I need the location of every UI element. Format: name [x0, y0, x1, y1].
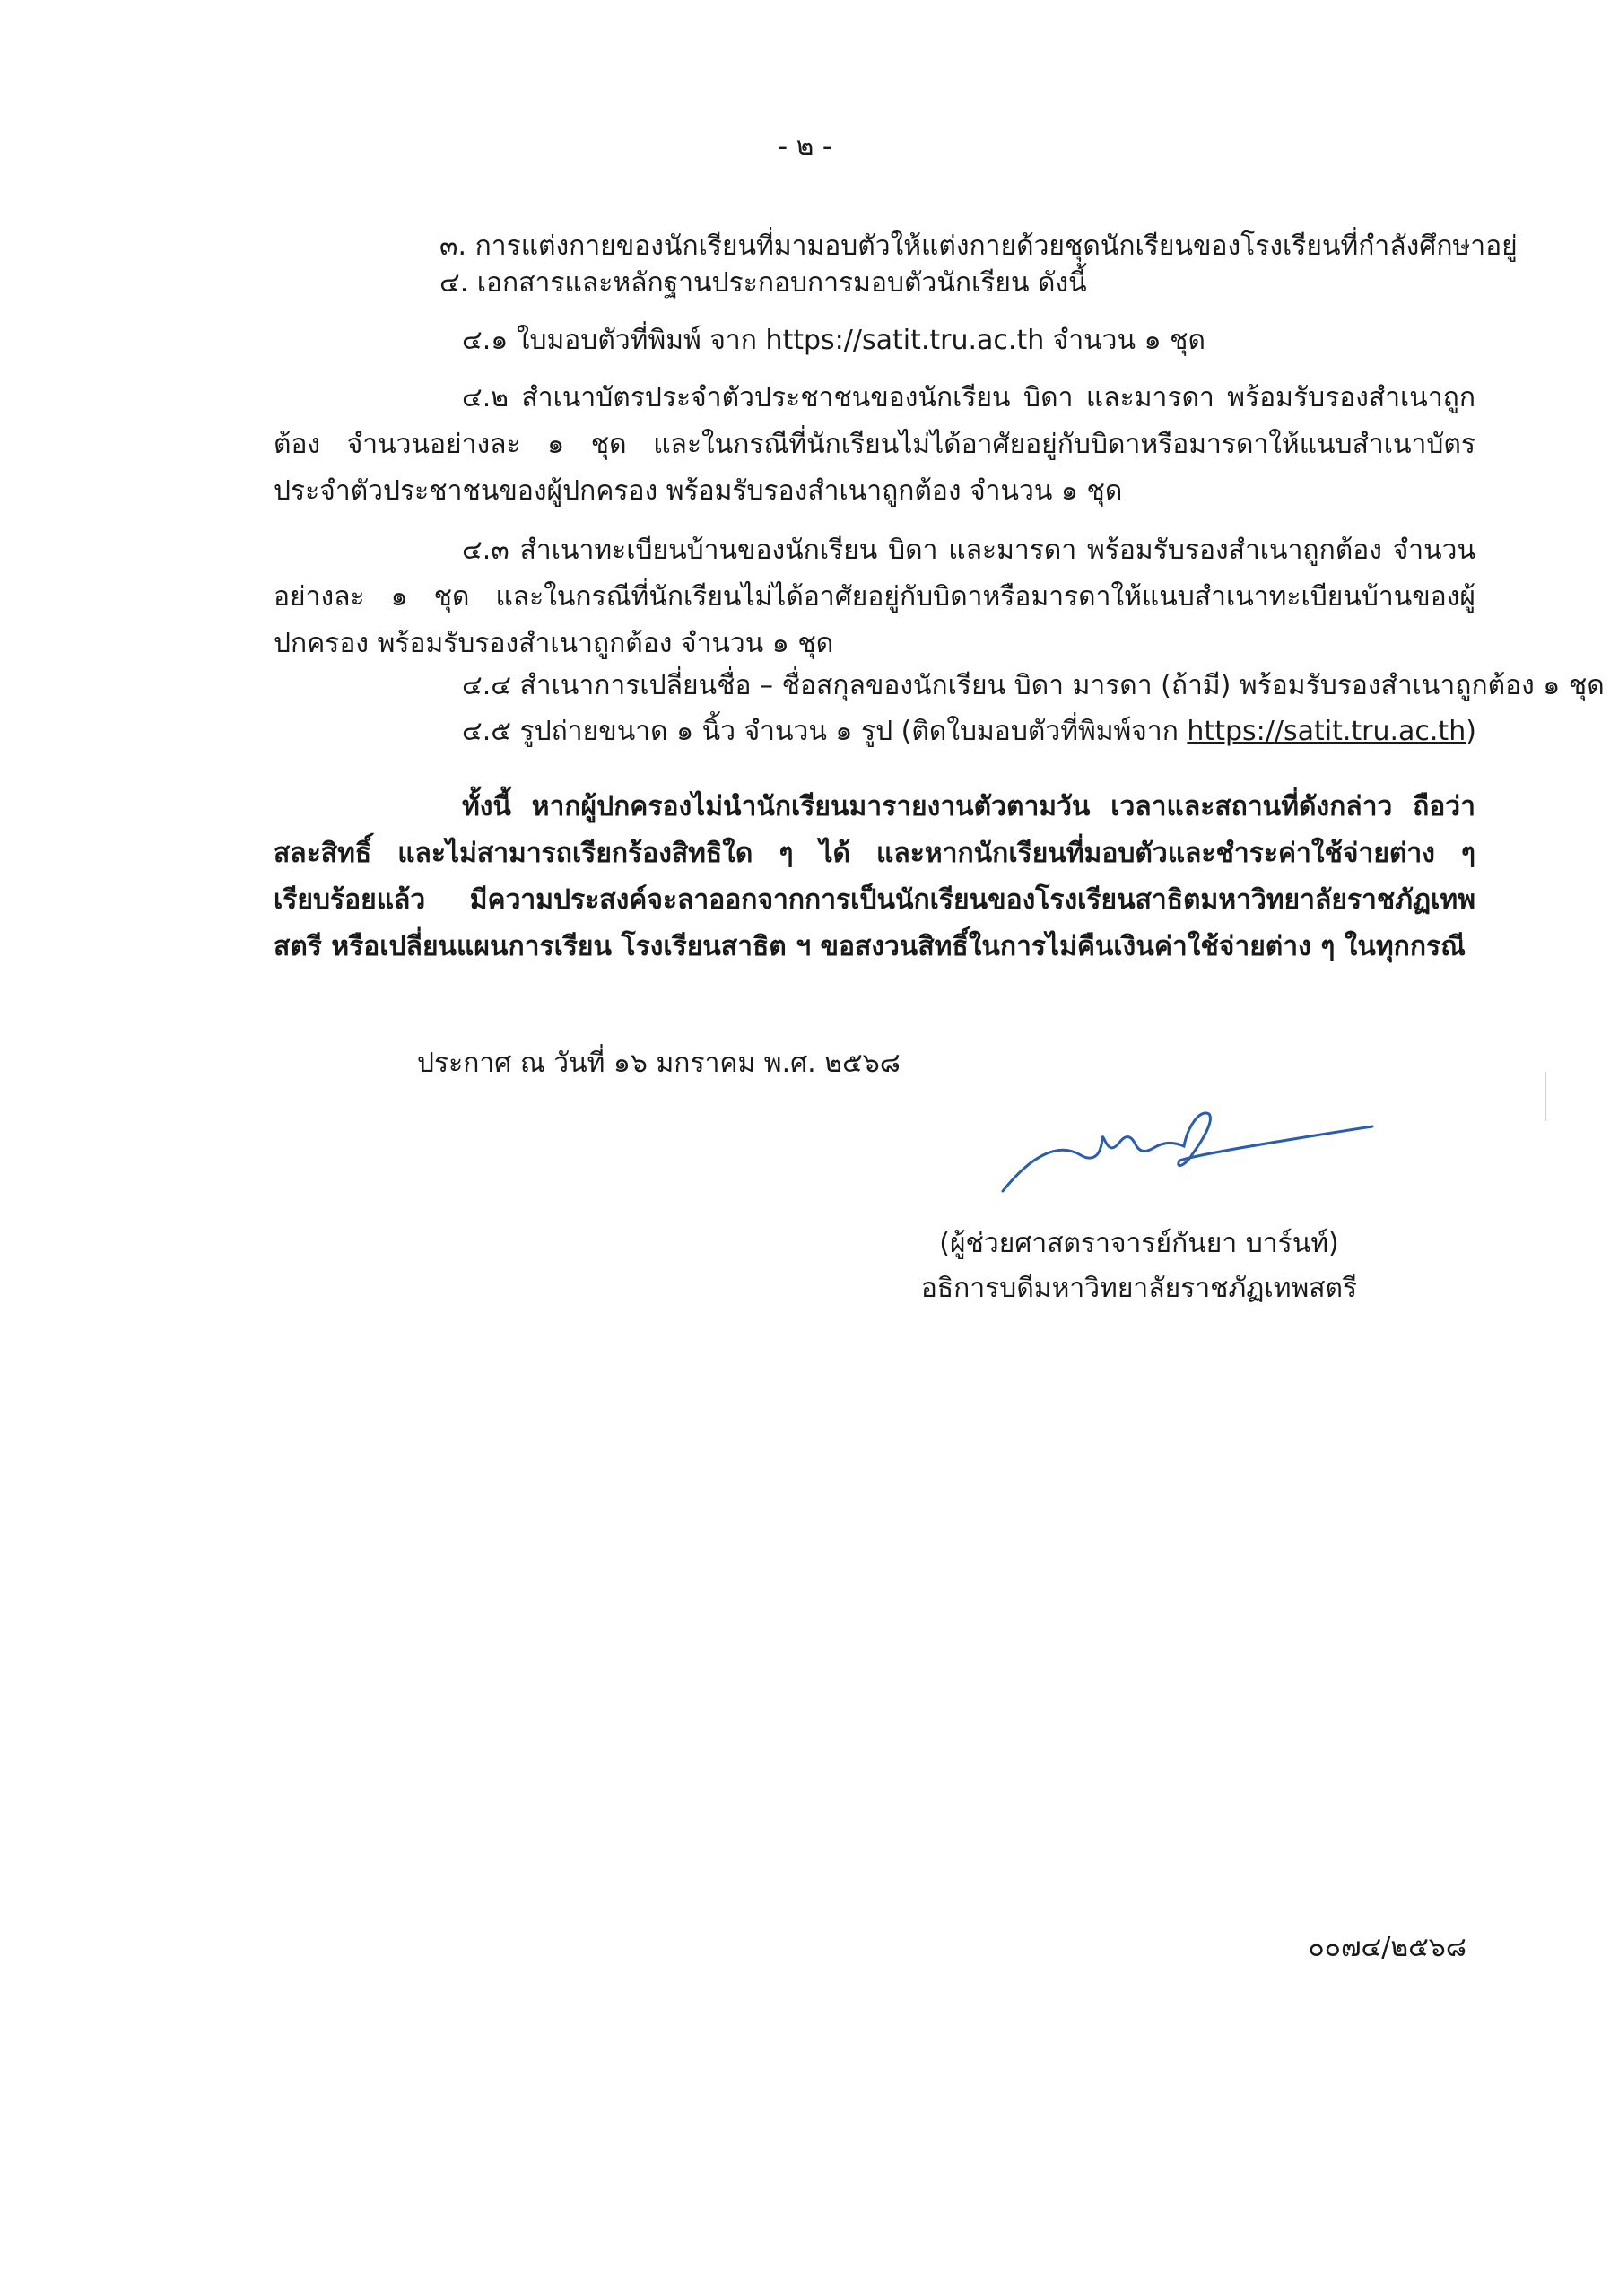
- item-4-4: ๔.๔ สำเนาการเปลี่ยนชื่อ – ชื่อสกุลของนักเรียน บิดา มารดา (ถ้ามี) พร้อมรับรองสำเนาถูกต้อง ๑ ชุด: [462, 670, 1605, 701]
- scan-artifact: [1545, 1072, 1546, 1121]
- item-4-2: [274, 375, 1475, 515]
- announce-date: ประกาศ ณ วันที่ ๑๖ มกราคม พ.ศ. ๒๕๖๘: [417, 1048, 901, 1079]
- item-3: ๓. การแต่งกายของนักเรียนที่มามอบตัวให้แต่งกายด้วยชุดนักเรียนของโรงเรียนที่กำลังศึกษาอยู่: [439, 230, 1518, 262]
- item-4-3-text: ๔.๓ สำเนาทะเบียนบ้านของนักเรียน บิดา และมารดา พร้อมรับรองสำเนาถูกต้อง จำนวนอย่างละ ๑ ชุด และในกรณีที่นักเรียนไม่ได้อาศัยอยู่กับบิดาหรือมารดาให้แนบสำเนาทะเบียนบ้านของผู้ปกครอง พร้อมรับรองสำเนาถูกต้อง จำนวน ๑ ชุด: [274, 535, 1475, 659]
- item-4-1: ๔.๑ ใบมอบตัวที่พิมพ์ จาก https://satit.tru.ac.th จำนวน ๑ ชุด: [462, 325, 1205, 356]
- notice-paragraph: [274, 784, 1475, 970]
- satit-link[interactable]: https://satit.tru.ac.th: [1187, 716, 1466, 747]
- signer-title: อธิการบดีมหาวิทยาลัยราชภัฏเทพสตรี: [920, 1273, 1358, 1304]
- signature-stroke: [1003, 1113, 1372, 1191]
- item-4-5-text: ๔.๕ รูปถ่ายขนาด ๑ นิ้ว จำนวน ๑ รูป (ติดใบมอบตัวที่พิมพ์จาก: [462, 716, 1188, 747]
- signer-name: (ผู้ช่วยศาสตราจารย์กันยา บาร์นท์): [939, 1228, 1339, 1259]
- item-4-5: [462, 714, 1476, 750]
- item-4-2-text: ๔.๒ สำเนาบัตรประจำตัวประชาชนของนักเรียน บิดา และมารดา พร้อมรับรองสำเนาถูกต้อง จำนวนอย่างละ ๑ ชุด และในกรณีที่นักเรียนไม่ได้อาศัยอยู่กับบิดาหรือมารดาให้แนบสำเนาบัตรประจำตัวประชาชนของผู้ปกครอง พร้อมรับรองสำเนาถูกต้อง จำนวน ๑ ชุด: [274, 382, 1475, 507]
- signature-image: [996, 1101, 1381, 1209]
- document-number: ๐๐๗๔/๒๕๖๘: [1308, 1932, 1466, 1963]
- notice-text: ทั้งนี้ หากผู้ปกครองไม่นำนักเรียนมารายงานตัวตามวัน เวลาและสถานที่ดังกล่าว ถือว่าสละสิทธิ์ และไม่สามารถเรียกร้องสิทธิใด ๆ ได้ และหากนักเรียนที่มอบตัวและชำระค่าใช้จ่ายต่าง ๆ เรียบร้อยแล้ว มีความประสงค์จะลาออกจากการเป็นนักเรียนของโรงเรียนสาธิตมหาวิทยาลัยราชภัฏเทพสตรี หรือเปลี่ยนแผนการเรียน โรงเรียนสาธิต ฯ ขอสงวนสิทธิ์ในการไม่คืนเงินค่าใช้จ่ายต่าง ๆ ในทุกกรณี: [274, 791, 1475, 962]
- item-4-5-close: ): [1466, 716, 1476, 747]
- page-number: - ๒ -: [778, 131, 832, 162]
- item-4: ๔. เอกสารและหลักฐานประกอบการมอบตัวนักเรียน ดังนี้: [439, 267, 1087, 299]
- item-4-3: [274, 527, 1475, 667]
